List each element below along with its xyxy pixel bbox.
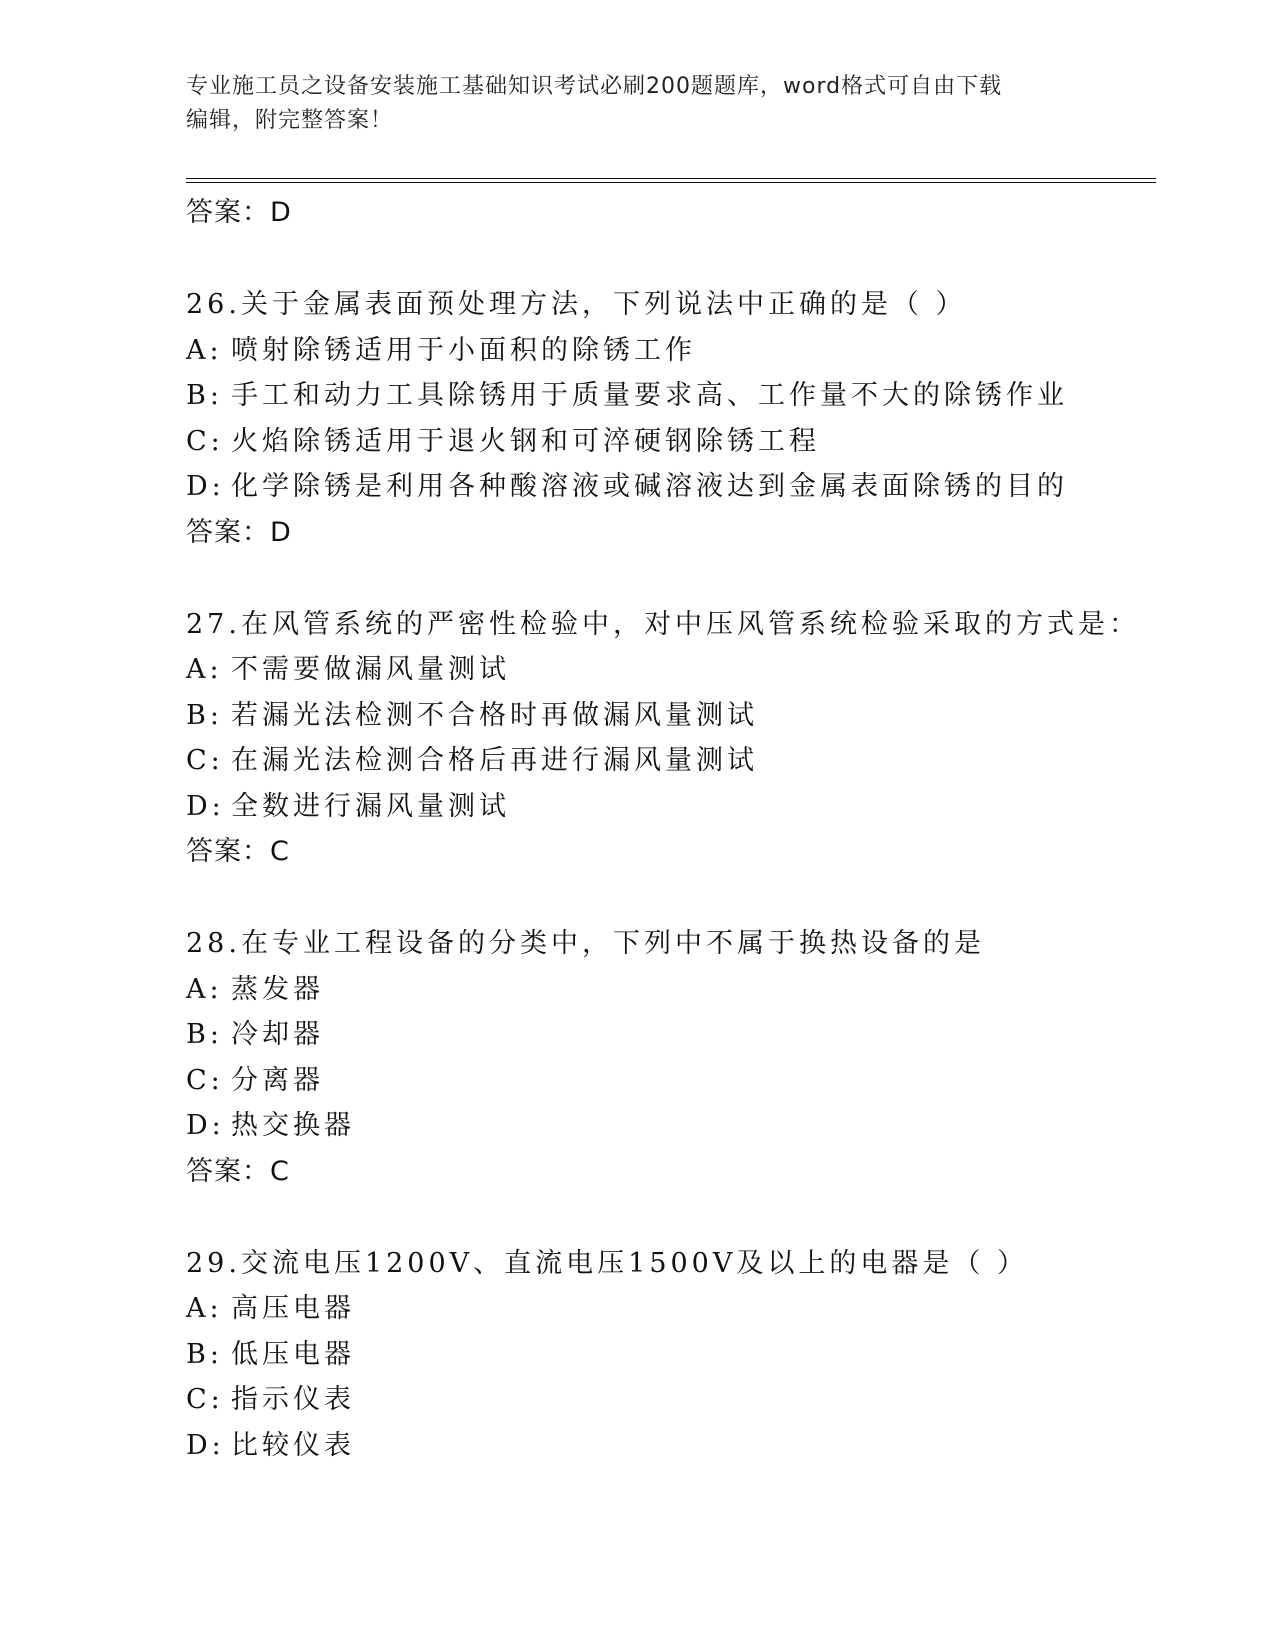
header-divider bbox=[186, 178, 1156, 183]
option-text: 指示仪表 bbox=[231, 1384, 355, 1415]
option-letter: C: bbox=[186, 1064, 224, 1096]
spacer bbox=[186, 235, 1186, 282]
option-letter: A: bbox=[186, 973, 223, 1005]
option-text: 在漏光法检测合格后再进行漏风量测试 bbox=[231, 745, 758, 776]
option-text: 分离器 bbox=[231, 1064, 324, 1096]
option-d bbox=[186, 1423, 1186, 1469]
option-b bbox=[186, 1332, 1186, 1378]
option-letter: B: bbox=[186, 380, 223, 411]
option-letter: C: bbox=[186, 745, 224, 776]
option-text: 火焰除锈适用于退火钢和可淬硬钢除锈工程 bbox=[231, 425, 820, 457]
option-text: 若漏光法检测不合格时再做漏风量测试 bbox=[231, 699, 758, 731]
question-stem: 27.在风管系统的严密性检验中，对中压风管系统检验采取的方式是： bbox=[186, 608, 1140, 640]
option-text: 化学除锈是利用各种酸溶液或碱溶液达到金属表面除锈的目的 bbox=[231, 471, 1068, 502]
answer-line: 答案：C bbox=[186, 1155, 290, 1187]
page-header bbox=[186, 70, 1086, 138]
option-text: 不需要做漏风量测试 bbox=[231, 654, 510, 685]
option-letter: D: bbox=[186, 1429, 225, 1461]
option-text: 高压电器 bbox=[231, 1293, 355, 1324]
option-letter: C: bbox=[186, 1384, 224, 1415]
question-stem: 29.交流电压1200V、直流电压1500V及以上的电器是（ ） bbox=[186, 1247, 1028, 1279]
answer-line: 答案：D bbox=[186, 197, 292, 228]
option-d bbox=[186, 1103, 1186, 1149]
option-d bbox=[186, 464, 1186, 510]
option-text: 喷射除锈适用于小面积的除锈工作 bbox=[231, 334, 696, 366]
option-c bbox=[186, 1377, 1186, 1423]
option-text: 冷却器 bbox=[231, 1019, 324, 1050]
option-text: 比较仪表 bbox=[231, 1429, 355, 1461]
option-d bbox=[186, 784, 1186, 830]
question-28 bbox=[186, 921, 1186, 1194]
option-b bbox=[186, 1012, 1186, 1058]
option-letter: D: bbox=[186, 790, 225, 822]
option-b bbox=[186, 693, 1186, 739]
answer-line: 答案：C bbox=[186, 836, 290, 867]
option-text: 全数进行漏风量测试 bbox=[231, 790, 510, 822]
question-29 bbox=[186, 1241, 1186, 1469]
spacer bbox=[186, 555, 1186, 602]
header-title-line-2: 编辑，附完整答案！ bbox=[186, 108, 394, 133]
option-a bbox=[186, 1286, 1186, 1332]
option-letter: B: bbox=[186, 1338, 223, 1370]
spacer bbox=[186, 1194, 1186, 1241]
question-stem: 26.关于金属表面预处理方法，下列说法中正确的是（ ） bbox=[186, 289, 967, 320]
question-26 bbox=[186, 282, 1186, 555]
option-letter: B: bbox=[186, 1019, 223, 1050]
option-c bbox=[186, 419, 1186, 465]
option-letter: D: bbox=[186, 1110, 225, 1141]
option-text: 手工和动力工具除锈用于质量要求高、工作量不大的除锈作业 bbox=[231, 380, 1068, 411]
option-c bbox=[186, 738, 1186, 784]
option-c bbox=[186, 1058, 1186, 1104]
option-text: 蒸发器 bbox=[231, 973, 324, 1005]
option-a bbox=[186, 647, 1186, 693]
option-a bbox=[186, 328, 1186, 374]
question-27 bbox=[186, 602, 1186, 875]
option-letter: C: bbox=[186, 425, 224, 457]
option-text: 低压电器 bbox=[231, 1338, 355, 1370]
option-letter: A: bbox=[186, 654, 223, 685]
option-text: 热交换器 bbox=[231, 1110, 355, 1141]
header-title-line-1: 专业施工员之设备安装施工基础知识考试必刷200题题库，word格式可自由下载 bbox=[186, 74, 1003, 99]
option-letter: B: bbox=[186, 699, 223, 731]
option-a bbox=[186, 967, 1186, 1013]
option-b bbox=[186, 373, 1186, 419]
option-letter: D: bbox=[186, 471, 225, 502]
question-stem: 28.在专业工程设备的分类中，下列中不属于换热设备的是 bbox=[186, 928, 985, 959]
document-body bbox=[186, 190, 1186, 1468]
answer-line: 答案：D bbox=[186, 516, 292, 548]
spacer bbox=[186, 874, 1186, 921]
option-letter: A: bbox=[186, 1293, 223, 1324]
option-letter: A: bbox=[186, 334, 223, 366]
